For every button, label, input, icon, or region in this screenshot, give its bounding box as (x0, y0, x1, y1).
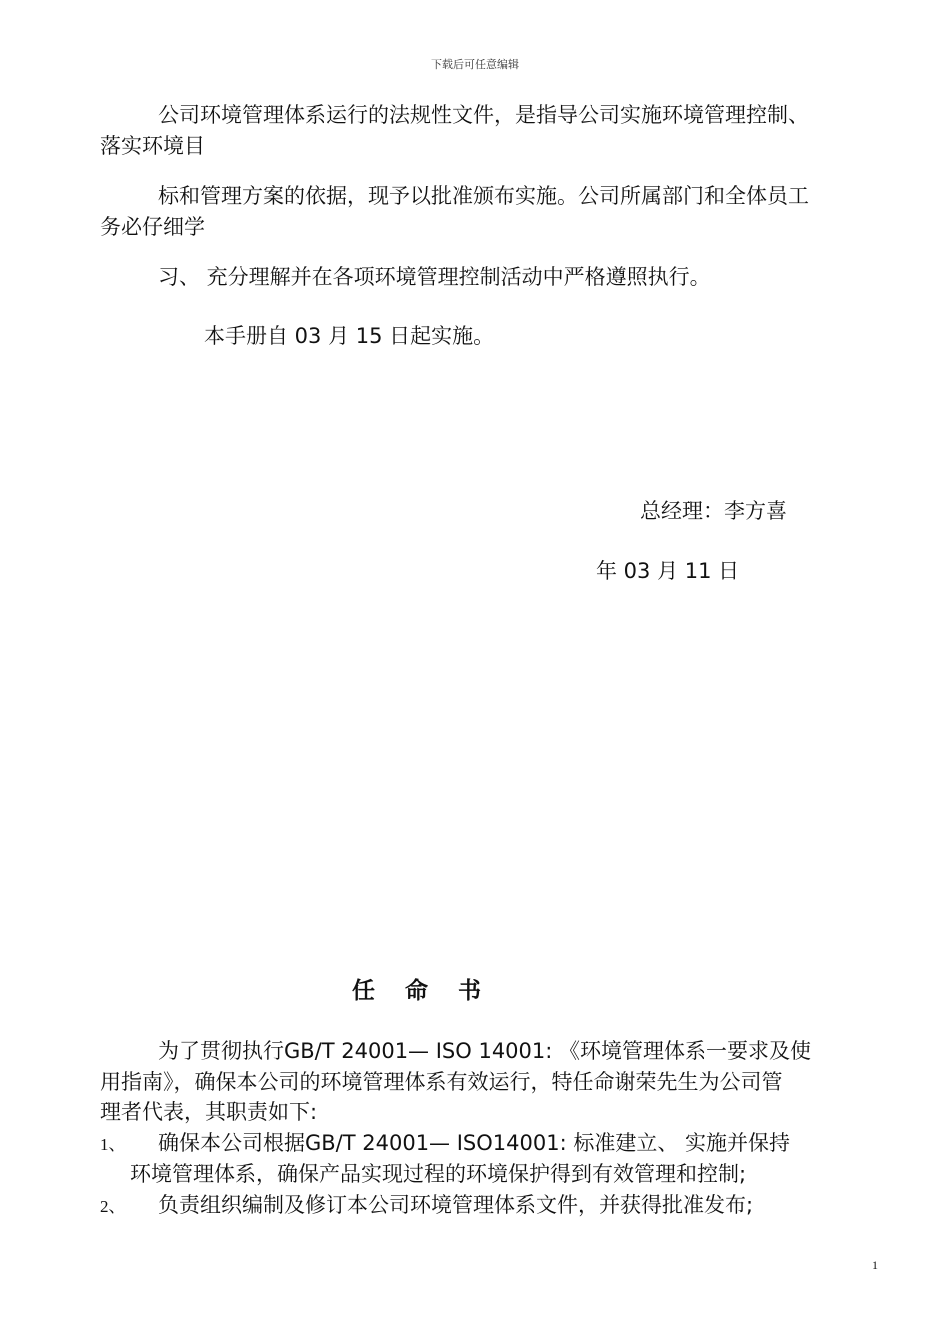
appointment-intro-line2: 用指南》，确保本公司的环境管理体系有效运行，特任命谢荣先生为公司管 (100, 1070, 783, 1094)
approval-p3: 习、 充分理解并在各项环境管理控制活动中严格遵照执行。 (158, 265, 711, 289)
approval-p2-line1: 标和管理方案的依据，现予以批准颁布实施。公司所属部门和全体员工 (158, 184, 809, 208)
duty-item-number: 2、 (100, 1197, 126, 1216)
page-header: 下载后可任意编辑 (431, 58, 519, 71)
duty-item-number: 1、 (100, 1135, 126, 1154)
duty-item-continuation: 环境管理体系，确保产品实现过程的环境保护得到有效管理和控制; (130, 1162, 747, 1186)
appointment-intro-line3: 理者代表，其职责如下: (100, 1100, 318, 1124)
duty-item-text: 确保本公司根据GB/T 24001— ISO14001: 标准建立、 实施并保持 (158, 1131, 791, 1155)
approval-p1-line1: 公司环境管理体系运行的法规性文件，是指导公司实施环境管理控制、 (158, 103, 809, 127)
duty-item-text: 负责组织编制及修订本公司环境管理体系文件，并获得批准发布; (158, 1193, 754, 1217)
page-number: 1 (872, 1258, 878, 1272)
duty-item (100, 1190, 753, 1222)
approval-p1-line2: 落实环境目 (100, 134, 205, 158)
signature-date: 年 03 月 11 日 (596, 559, 740, 583)
signer-line: 总经理：李方喜 (640, 499, 787, 523)
appointment-intro-line1: 为了贯彻执行GB/T 24001— ISO 14001: 《环境管理体系一要求及使 (158, 1039, 812, 1063)
approval-p2-line2: 务必仔细学 (100, 215, 205, 239)
duty-item (100, 1128, 790, 1160)
appointment-title: 任命书 (352, 978, 511, 1004)
effective-date-text: 本手册自 03 月 15 日起实施。 (204, 324, 495, 348)
